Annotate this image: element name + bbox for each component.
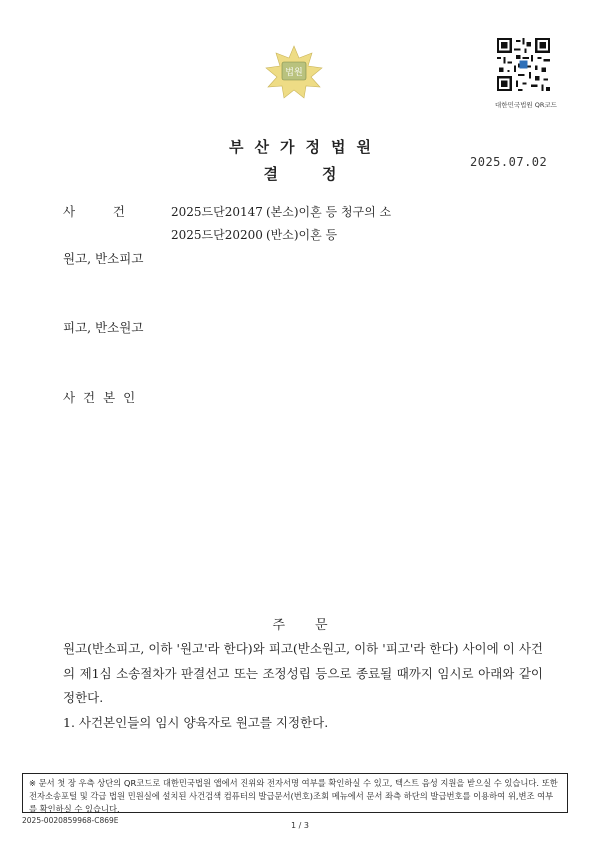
case-label-char: 사 — [63, 204, 76, 219]
court-name: 부산가정법원 — [229, 138, 382, 156]
order-body — [63, 637, 543, 735]
case-description: (반소)이혼 등 — [266, 228, 338, 242]
defendant-label: 피고, 반소원고 — [63, 320, 144, 335]
court-emblem-icon — [262, 44, 326, 100]
case-number: 2025드단20147 — [171, 205, 263, 219]
case-description: (본소)이혼 등 청구의 소 — [266, 205, 392, 219]
case-label-char: 건 — [112, 204, 125, 219]
emblem-text: 법원 — [285, 68, 303, 78]
case-label — [63, 202, 125, 220]
plaintiff-label: 원고, 반소피고 — [63, 251, 144, 266]
decision-date: 2025.07.02 — [470, 155, 548, 169]
page-number: 1 / 3 — [291, 821, 309, 830]
order-item: 1. 사건본인들의 임시 양육자로 원고를 지정한다. — [63, 714, 329, 730]
order-heading: 주문 — [272, 618, 358, 633]
case-number: 2025드단20200 — [171, 228, 263, 242]
qr-caption: 대한민국법원 QR코드 — [495, 101, 557, 109]
principal-label: 사 건 본 인 — [63, 390, 138, 405]
qr-code-icon — [497, 38, 550, 91]
verification-notice: ※ 문서 첫 장 우측 상단의 QR코드로 대한민국법원 앱에서 진위와 전자서명 여부를 확인하실 수 있고, 텍스트 음성 지원을 받으실 수 있습니다. 또한 전자소송포털 및 각급 법원 민원실에 설치된 사건검색 컴퓨터의 발급문서(번호)조회 메뉴에서 문서 좌측 하단의 발급번호를 이용하여 위,변조 여부를 확인하실 수 있습니다. — [22, 773, 568, 813]
issue-number: 2025-0020859968-C869E — [22, 816, 119, 825]
order-paragraph: 원고(반소피고, 이하 '원고'라 한다)와 피고(반소원고, 이하 '피고'라 한다) 사이에 이 사건의 제1심 소송절차가 판결선고 또는 조정성립 등으로 종료될 때까지 임시로 아래와 같이 정한다. — [63, 641, 543, 705]
document-type: 결정 — [263, 165, 381, 183]
